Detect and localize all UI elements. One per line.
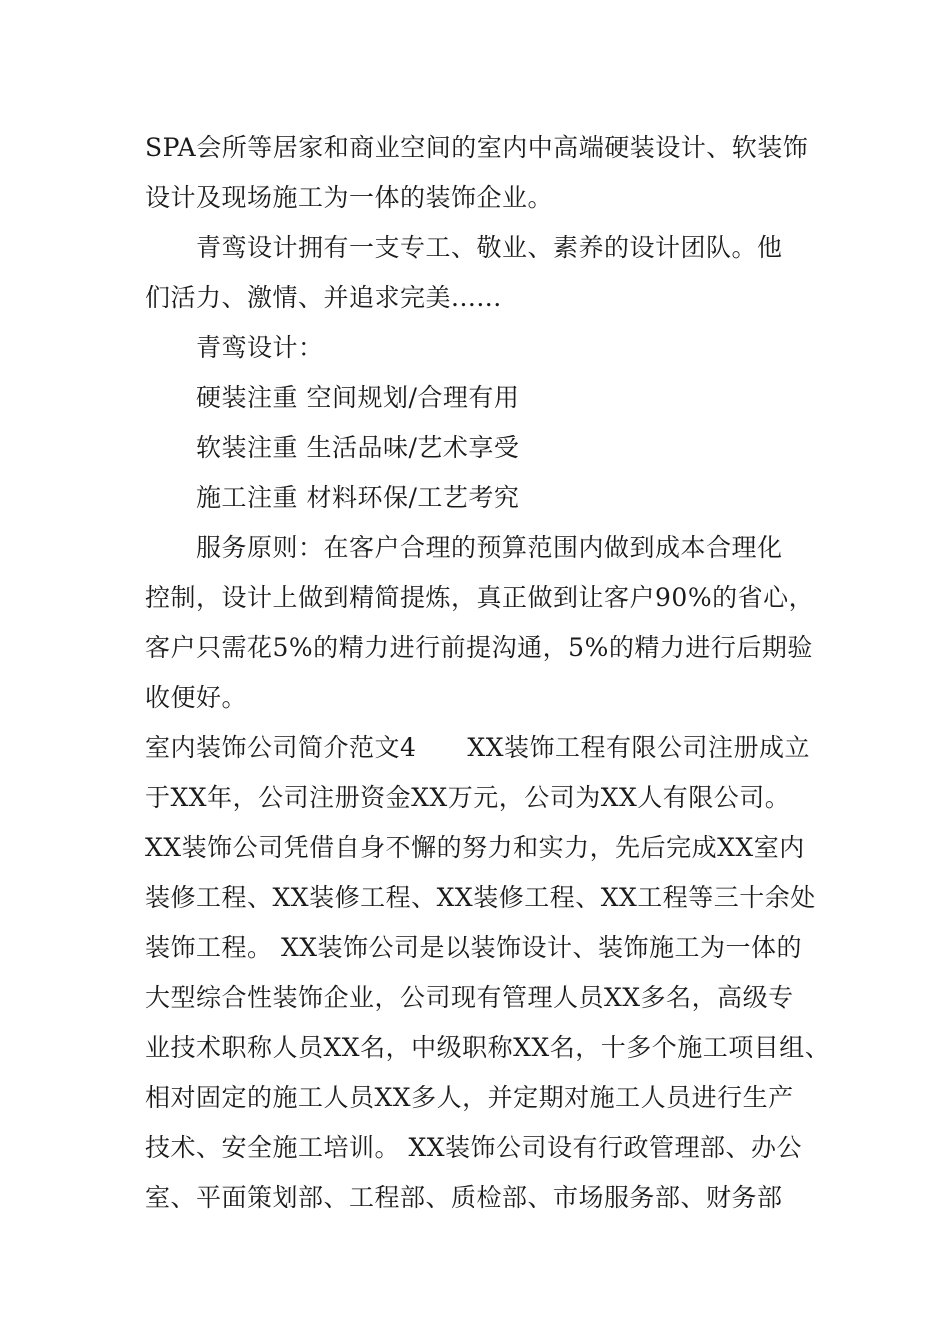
text-line: 装饰工程。 XX装饰公司是以装饰设计、装饰施工为一体的 xyxy=(145,933,803,962)
text-line: 青鸾设计拥有一支专工、敬业、素养的设计团队。他 xyxy=(196,233,783,262)
text-line: 业技术职称人员XX名，中级职称XX名，十多个施工项目组、 xyxy=(145,1033,831,1062)
text-line: 室内装饰公司简介范文4 XX装饰工程有限公司注册成立 xyxy=(145,733,811,762)
text-line: 施工注重 材料环保/工艺考究 xyxy=(196,483,520,512)
text-line: 设计及现场施工为一体的装饰企业。 xyxy=(145,183,554,212)
text-line: 控制，设计上做到精简提炼，真正做到让客户90%的省心， xyxy=(145,583,815,612)
text-line: SPA会所等居家和商业空间的室内中高端硬装设计、软装饰 xyxy=(145,133,809,162)
text-line: 技术、安全施工培训。 XX装饰公司设有行政管理部、办公 xyxy=(145,1133,803,1162)
text-line: 软装注重 生活品味/艺术享受 xyxy=(196,433,520,462)
text-line: 收便好。 xyxy=(145,683,248,712)
text-line: 服务原则：在客户合理的预算范围内做到成本合理化 xyxy=(196,533,783,562)
text-line: 青鸾设计： xyxy=(196,333,324,362)
text-line: XX装饰公司凭借自身不懈的努力和实力，先后完成XX室内 xyxy=(145,833,805,862)
text-line: 室、平面策划部、工程部、质检部、市场服务部、财务部 xyxy=(145,1183,783,1212)
text-line: 客户只需花5%的精力进行前提沟通，5%的精力进行后期验 xyxy=(145,633,813,662)
text-line: 于XX年，公司注册资金XX万元，公司为XX人有限公司。 xyxy=(145,783,791,812)
text-line: 大型综合性装饰企业，公司现有管理人员XX多名，高级专 xyxy=(145,983,794,1012)
text-line: 们活力、激情、并追求完美...... xyxy=(145,283,502,312)
text-line: 相对固定的施工人员XX多人，并定期对施工人员进行生产 xyxy=(145,1083,794,1112)
text-line: 装修工程、XX装修工程、XX装修工程、XX工程等三十余处 xyxy=(145,883,816,912)
text-line: 硬装注重 空间规划/合理有用 xyxy=(196,383,520,412)
